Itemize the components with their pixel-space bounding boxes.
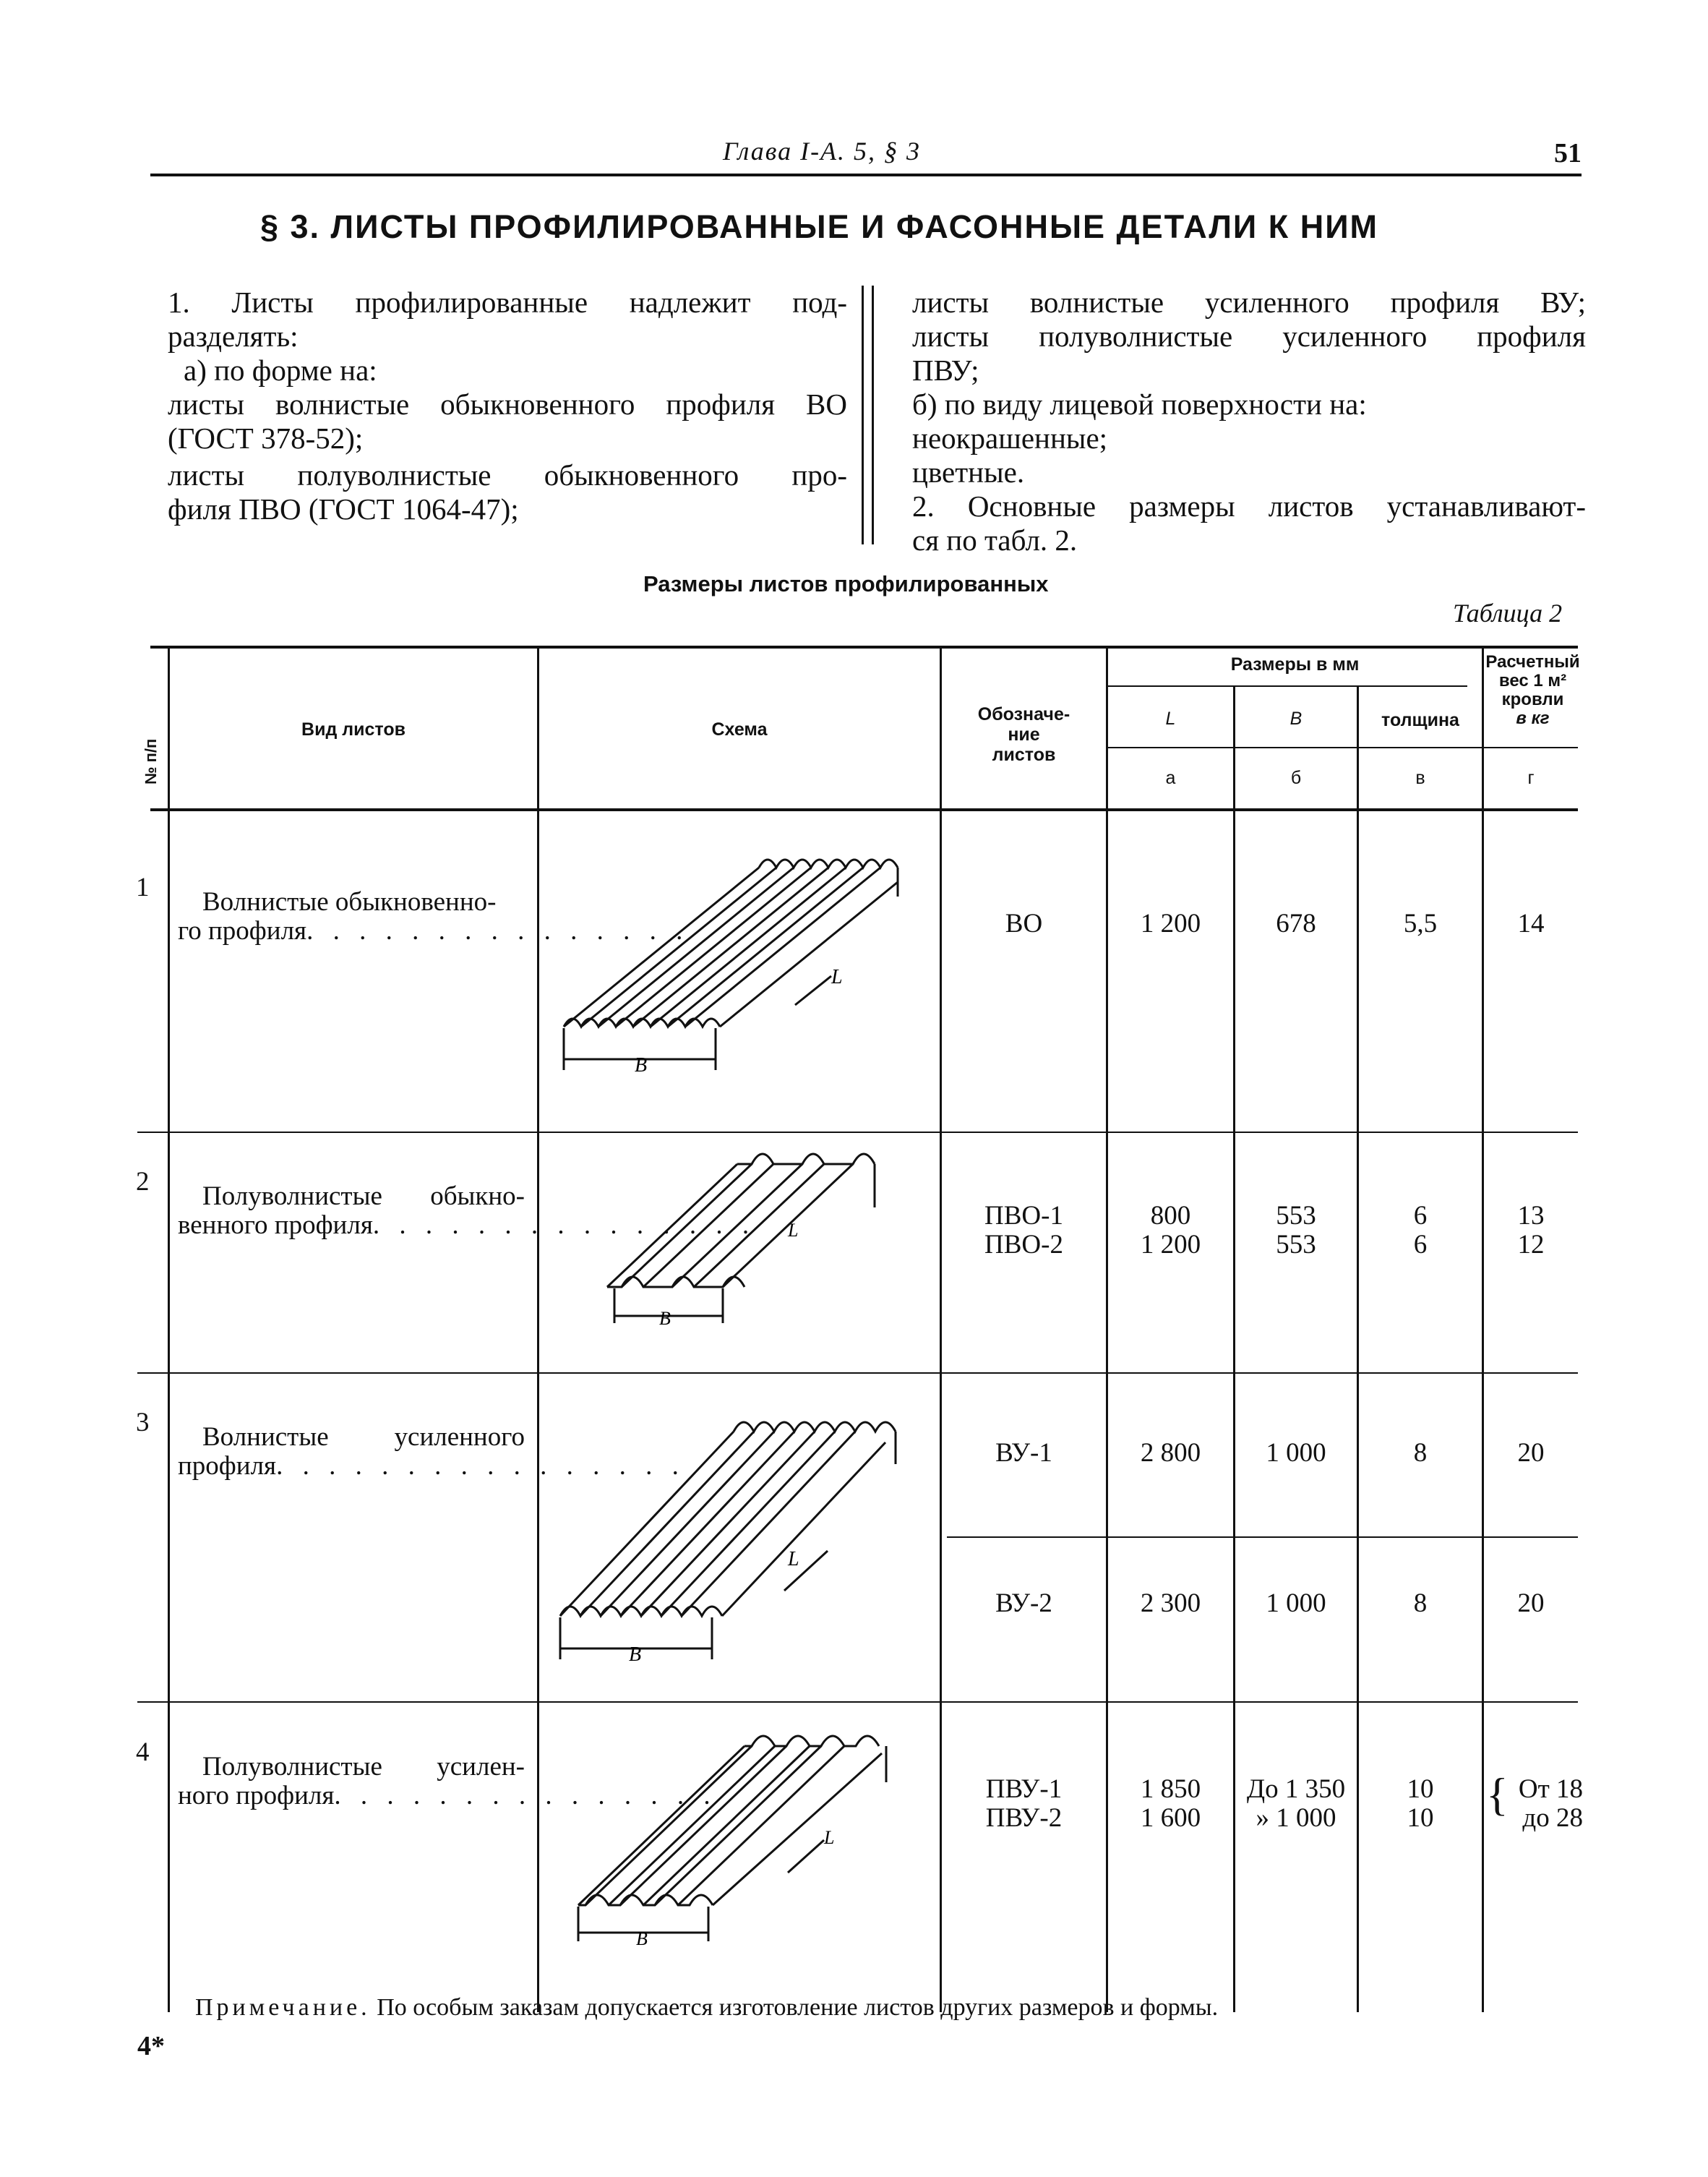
row-L: 800 1 200 bbox=[1140, 1201, 1201, 1259]
scheme-length-label: L bbox=[788, 1220, 799, 1241]
column-divider bbox=[862, 286, 874, 544]
paragraph: листы волнистые усиленного профиля ВУ; bbox=[912, 286, 1586, 319]
note-label: Примечание. bbox=[195, 1994, 371, 2021]
text-column-left bbox=[168, 286, 847, 526]
paragraph: ся по табл. 2. bbox=[912, 523, 1078, 557]
row-thickness: 6 6 bbox=[1413, 1201, 1428, 1259]
col-rule bbox=[168, 647, 170, 2012]
header-sub-a: а bbox=[1165, 768, 1176, 788]
row-number: 2 bbox=[136, 1167, 150, 1197]
row-B: 678 bbox=[1276, 909, 1316, 938]
header-thickness: толщина bbox=[1381, 710, 1459, 730]
scheme-length-label: L bbox=[824, 1827, 835, 1848]
footer-signature: 4* bbox=[137, 2031, 165, 2061]
row-designation: ВУ-2 bbox=[995, 1588, 1052, 1618]
table-top-rule bbox=[150, 646, 1578, 649]
paragraph: листы волнистые обыкновенного профиля ВО bbox=[168, 388, 847, 421]
row-B: До 1 350 » 1 000 bbox=[1246, 1774, 1346, 1833]
header-rule bbox=[1106, 685, 1467, 687]
scheme-length-label: L bbox=[788, 1548, 799, 1570]
paragraph: филя ПВО (ГОСТ 1064-47); bbox=[168, 492, 519, 526]
row-designation: ПВУ-1 ПВУ-2 bbox=[985, 1774, 1063, 1833]
paragraph: листы полуволнистые обыкновенного про- bbox=[168, 458, 847, 492]
row-number: 4 bbox=[136, 1737, 150, 1767]
paragraph: (ГОСТ 378-52); bbox=[168, 422, 364, 455]
table-note bbox=[195, 1994, 1218, 2022]
row-weight: 13 12 bbox=[1517, 1201, 1545, 1259]
reinforced-corrugated-sheet-scheme bbox=[546, 1399, 907, 1681]
scheme-width-label: B bbox=[636, 1928, 648, 1949]
header-sub-v: в bbox=[1415, 768, 1425, 788]
running-head: Глава I-А. 5, § 3 bbox=[723, 137, 922, 166]
row-designation: ВО bbox=[1005, 909, 1043, 938]
row-weight: От 18 до 28 bbox=[1518, 1774, 1583, 1833]
row-number: 1 bbox=[136, 873, 150, 902]
header-sizes: Размеры в мм bbox=[1230, 654, 1360, 675]
row-designation: ПВО-1 ПВО-2 bbox=[984, 1201, 1063, 1259]
section-title: § 3. ЛИСТЫ ПРОФИЛИРОВАННЫЕ И ФАСОННЫЕ ДЕТАЛИ К НИМ bbox=[260, 208, 1379, 245]
row-type: Волнистые обыкновенно- го профиля . . . . . . . . . . . . . . . bbox=[178, 887, 690, 946]
paragraph: 2. Основные размеры листов устанавливают- bbox=[912, 489, 1586, 523]
row-L: 1 200 bbox=[1140, 909, 1201, 938]
header-designation: Обозначе- ние листов bbox=[977, 704, 1070, 765]
header-num: № п/п bbox=[142, 738, 160, 784]
header-rule bbox=[150, 174, 1582, 176]
row-type: Полуволнистые усилен- ного профиля . . . . . . . . . . . . . . . bbox=[178, 1752, 717, 1810]
semi-corrugated-sheet-scheme bbox=[593, 1142, 882, 1359]
reinforced-semi-corrugated-sheet-scheme bbox=[564, 1717, 911, 1963]
corrugated-sheet-scheme bbox=[549, 839, 911, 1099]
paragraph: 1. Листы профилированные надлежит под- bbox=[168, 286, 847, 319]
header-bottom-rule bbox=[150, 808, 1578, 811]
paragraph: ПВУ; bbox=[912, 354, 979, 387]
col-rule bbox=[1482, 647, 1484, 2012]
row-L: 1 850 1 600 bbox=[1140, 1774, 1201, 1833]
row-designation: ВУ-1 bbox=[995, 1438, 1052, 1468]
table-caption: Размеры листов профилированных bbox=[643, 571, 1049, 596]
row-thickness: 10 10 bbox=[1407, 1774, 1434, 1833]
scheme-width-label: B bbox=[629, 1643, 642, 1666]
row-number: 3 bbox=[136, 1408, 150, 1437]
header-type: Вид листов bbox=[301, 719, 405, 740]
paragraph: неокрашенные; bbox=[912, 422, 1108, 455]
header-weight: Расчетный вес 1 м² кровли в кг bbox=[1485, 652, 1580, 728]
page-number: 51 bbox=[1554, 138, 1582, 168]
paragraph: листы полуволнистые усиленного профиля bbox=[912, 320, 1586, 353]
row-rule bbox=[137, 1372, 1578, 1374]
text-column-right bbox=[912, 286, 1586, 557]
row-B: 1 000 bbox=[1266, 1588, 1326, 1618]
scheme-width-label: B bbox=[659, 1308, 671, 1329]
header-L: L bbox=[1165, 709, 1176, 729]
paragraph: цветные. bbox=[912, 455, 1025, 489]
row-thickness: 5,5 bbox=[1403, 909, 1438, 938]
row-thickness: 8 bbox=[1413, 1588, 1428, 1618]
row-rule bbox=[137, 1132, 1578, 1133]
row-weight: 20 bbox=[1517, 1438, 1545, 1468]
paragraph: а) по форме на: bbox=[184, 354, 377, 387]
header-sub-b: б bbox=[1290, 768, 1302, 788]
scheme-width-label: B bbox=[635, 1054, 648, 1077]
header-sub-g: г bbox=[1527, 768, 1535, 788]
brace: { bbox=[1486, 1768, 1509, 1820]
row-rule bbox=[137, 1701, 1578, 1703]
paragraph: разделять: bbox=[168, 320, 299, 353]
note-text: По особым заказам допускается изготовление листов других размеров и формы. bbox=[377, 1994, 1219, 2021]
scheme-length-label: L bbox=[831, 966, 843, 988]
row-B: 553 553 bbox=[1276, 1201, 1316, 1259]
paragraph: б) по виду лицевой поверхности на: bbox=[912, 388, 1367, 421]
header-scheme: Схема bbox=[711, 719, 768, 740]
row-weight: 14 bbox=[1517, 909, 1545, 938]
header-B: B bbox=[1289, 709, 1303, 729]
row-weight: 20 bbox=[1517, 1588, 1545, 1618]
row-B: 1 000 bbox=[1266, 1438, 1326, 1468]
header-rule bbox=[1106, 747, 1578, 748]
row-thickness: 8 bbox=[1413, 1438, 1428, 1468]
row-type: Волнистые усиленного профиля . . . . . . . . . . . . . . . . bbox=[178, 1422, 685, 1481]
table-label: Таблица 2 bbox=[1453, 599, 1563, 628]
row-L: 2 300 bbox=[1140, 1588, 1201, 1618]
row-type: Полуволнистые обыкно- венного профиля . . . . . . . . . . . . . . . bbox=[178, 1181, 756, 1240]
row-L: 2 800 bbox=[1140, 1438, 1201, 1468]
